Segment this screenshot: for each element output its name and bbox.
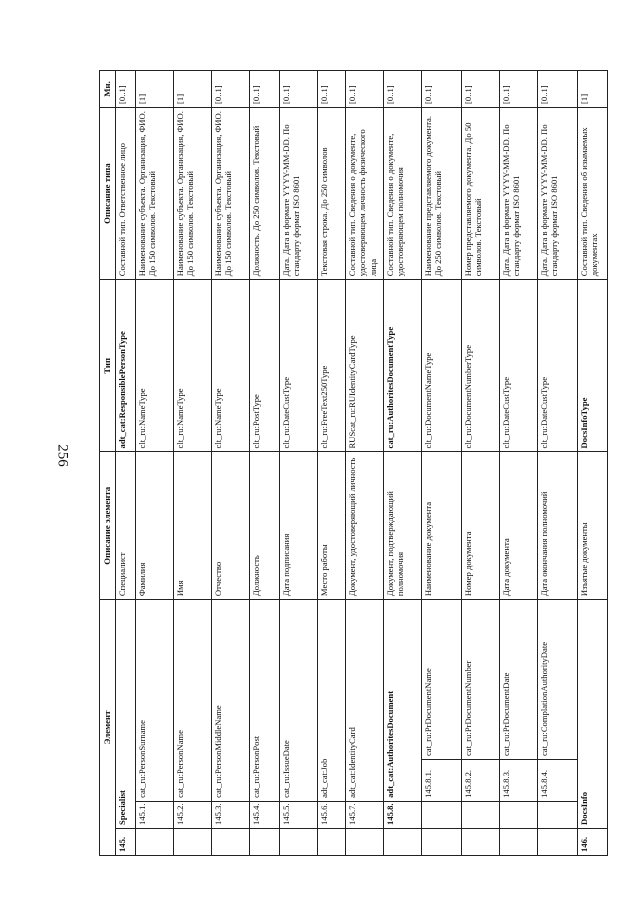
- element-description: Наименование документа: [422, 452, 462, 600]
- multiplicity: [0..1]: [318, 71, 346, 108]
- multiplicity: [0..1]: [500, 71, 538, 108]
- header-type-description: Описание типа: [100, 107, 116, 279]
- element-name: adt_cat:Job: [318, 600, 346, 802]
- table-row: [422, 71, 462, 856]
- indent-cell: [212, 828, 250, 855]
- type-name: clt_ru:NameType: [136, 280, 174, 452]
- type-description: Составной тип. Ответственное лицо: [116, 107, 136, 279]
- row-number: 145.1.: [136, 801, 174, 828]
- element-description: Отчество: [212, 452, 250, 600]
- indent-cell: [422, 828, 462, 855]
- indent-cell: [500, 801, 538, 828]
- indent-cell: [462, 801, 500, 828]
- type-description: Составной тип. Сведения об изымаемых документах: [578, 107, 608, 279]
- type-description: Дата. Дата в формате YYYY-MM-DD. По стандарту формат ISO 8601: [538, 107, 578, 279]
- type-name: clt_ru:DocumentNameType: [422, 280, 462, 452]
- element-name: cat_ru:PrDocumentName: [422, 600, 462, 760]
- table-row: [136, 71, 174, 856]
- indent-cell: [318, 828, 346, 855]
- multiplicity: [0..1]: [212, 71, 250, 108]
- type-description: Должность. До 250 символов. Текстовый: [250, 107, 280, 279]
- element-name: adt_cat:AuthoritesDocument: [384, 600, 422, 802]
- type-name: clt_ru:NameType: [174, 280, 212, 452]
- type-name: clt_ru:DateCustType: [280, 280, 318, 452]
- type-name: clt_ru:DocumentNumberType: [462, 280, 500, 452]
- row-number: 145.8.2.: [462, 760, 500, 802]
- indent-cell: [384, 828, 422, 855]
- row-number: 145.6.: [318, 801, 346, 828]
- type-description: Дата. Дата в формате YYYY-MM-DD. По стандарту формат ISO 8601: [280, 107, 318, 279]
- element-description: Имя: [174, 452, 212, 600]
- element-name: cat_ru:IssueDate: [280, 600, 318, 802]
- element-name: cat_ru:ComplationAuthorityDate: [538, 600, 578, 760]
- type-description: Наименование субъекта. Организация, ФИО. До 150 символов. Текстовый: [136, 107, 174, 279]
- indent-cell: [136, 828, 174, 855]
- element-description: Изъятые документы: [578, 452, 608, 600]
- multiplicity: [1]: [136, 71, 174, 108]
- type-description: Наименование субъекта. Организация, ФИО. До 150 символов. Текстовый: [212, 107, 250, 279]
- rotated-table-container: [99, 70, 600, 856]
- type-name: RUScat_ru:RUIdentityCardType: [346, 280, 384, 452]
- type-name: cat_ru:AuthoritesDocumentType: [384, 280, 422, 452]
- table-row: [212, 71, 250, 856]
- indent-cell: [346, 828, 384, 855]
- type-description: Составной тип. Сведения о документе, удостоверяющем полномочия: [384, 107, 422, 279]
- element-name: cat_ru:PrDocumentDate: [500, 600, 538, 760]
- table-row: [116, 71, 136, 856]
- table-row: [384, 71, 422, 856]
- table-row: [174, 71, 212, 856]
- row-number: 145.5.: [280, 801, 318, 828]
- element-name: Specialist: [116, 600, 136, 829]
- table-header-row: [100, 71, 116, 856]
- table-row: [500, 71, 538, 856]
- multiplicity: [0..1]: [116, 71, 136, 108]
- element-name: cat_ru:PersonPost: [250, 600, 280, 802]
- element-name: cat_ru:PersonName: [174, 600, 212, 802]
- indent-cell: [462, 828, 500, 855]
- type-description: Дата. Дата в формате YYYY-MM-DD. По стандарту формат ISO 8601: [500, 107, 538, 279]
- multiplicity: [0..1]: [384, 71, 422, 108]
- type-description: Наименование субъекта. Организация, ФИО. До 150 символов. Текстовый: [174, 107, 212, 279]
- element-description: Дата документа: [500, 452, 538, 600]
- type-description: Наименование представляемого документа. До 250 символов. Текстовый: [422, 107, 462, 279]
- table-row: [250, 71, 280, 856]
- header-element-description: Описание элемента: [100, 452, 116, 600]
- row-number: 145.2.: [174, 801, 212, 828]
- type-description: Номер представляемого документа. До 50 символов. Текстовый: [462, 107, 500, 279]
- element-description: Специалист: [116, 452, 136, 600]
- indent-cell: [250, 828, 280, 855]
- table-row: [280, 71, 318, 856]
- multiplicity: [1]: [174, 71, 212, 108]
- type-name: clt_ru:NameType: [212, 280, 250, 452]
- multiplicity: [0..1]: [280, 71, 318, 108]
- type-description: Составной тип. Сведения о документе, удостоверяющем личность физического лица: [346, 107, 384, 279]
- indent-cell: [280, 828, 318, 855]
- type-name: clt_ru:DateCustType: [538, 280, 578, 452]
- element-name: cat_ru:PrDocumentNumber: [462, 600, 500, 760]
- header-element: Элемент: [100, 600, 116, 856]
- page-number: 256: [54, 444, 71, 467]
- specification-table: [99, 70, 608, 856]
- row-number: 145.8.3.: [500, 760, 538, 802]
- type-description: Текстовая строка. До 250 символов: [318, 107, 346, 279]
- header-type: Тип: [100, 280, 116, 452]
- element-description: Должность: [250, 452, 280, 600]
- type-name: clt_ru:PostType: [250, 280, 280, 452]
- element-description: Номер документа: [462, 452, 500, 600]
- type-name: DocsInfoType: [578, 280, 608, 452]
- multiplicity: [0..1]: [462, 71, 500, 108]
- table-row: [318, 71, 346, 856]
- table-wrapper: [99, 70, 600, 856]
- row-number: 145.: [116, 828, 136, 855]
- row-number: 145.8.1.: [422, 760, 462, 802]
- row-number: 145.7.: [346, 801, 384, 828]
- table-row: [538, 71, 578, 856]
- row-number: 145.3.: [212, 801, 250, 828]
- row-number: 145.8.: [384, 801, 422, 828]
- indent-cell: [538, 801, 578, 828]
- element-name: cat_ru:PersonMiddleName: [212, 600, 250, 802]
- multiplicity: [0..1]: [346, 71, 384, 108]
- row-number: 145.8.4.: [538, 760, 578, 802]
- element-description: Дата подписания: [280, 452, 318, 600]
- type-name: clt_ru:FreeText250Type: [318, 280, 346, 452]
- multiplicity: [0..1]: [538, 71, 578, 108]
- type-name: adt_cat:ResponsiblePersonType: [116, 280, 136, 452]
- indent-cell: [500, 828, 538, 855]
- element-name: cat_ru:PersonSurname: [136, 600, 174, 802]
- indent-cell: [422, 801, 462, 828]
- element-name: DocsInfo: [578, 600, 608, 829]
- type-name: clt_ru:DateCustType: [500, 280, 538, 452]
- element-description: Документ, подтверждающий полномочия: [384, 452, 422, 600]
- element-description: Место работы: [318, 452, 346, 600]
- multiplicity: [0..1]: [422, 71, 462, 108]
- table-body: [116, 71, 608, 856]
- indent-cell: [538, 828, 578, 855]
- element-description: Дата окончания полномочий: [538, 452, 578, 600]
- element-name: adt_cat:IdentityCard: [346, 600, 384, 802]
- element-description: Фамилия: [136, 452, 174, 600]
- indent-cell: [174, 828, 212, 855]
- table-row: [346, 71, 384, 856]
- table-row: [462, 71, 500, 856]
- element-description: Документ, удостоверяющий личность: [346, 452, 384, 600]
- row-number: 146.: [578, 828, 608, 855]
- row-number: 145.4.: [250, 801, 280, 828]
- header-multiplicity: Мн.: [100, 71, 116, 108]
- table-row: [578, 71, 608, 856]
- multiplicity: [0..1]: [250, 71, 280, 108]
- multiplicity: [1]: [578, 71, 608, 108]
